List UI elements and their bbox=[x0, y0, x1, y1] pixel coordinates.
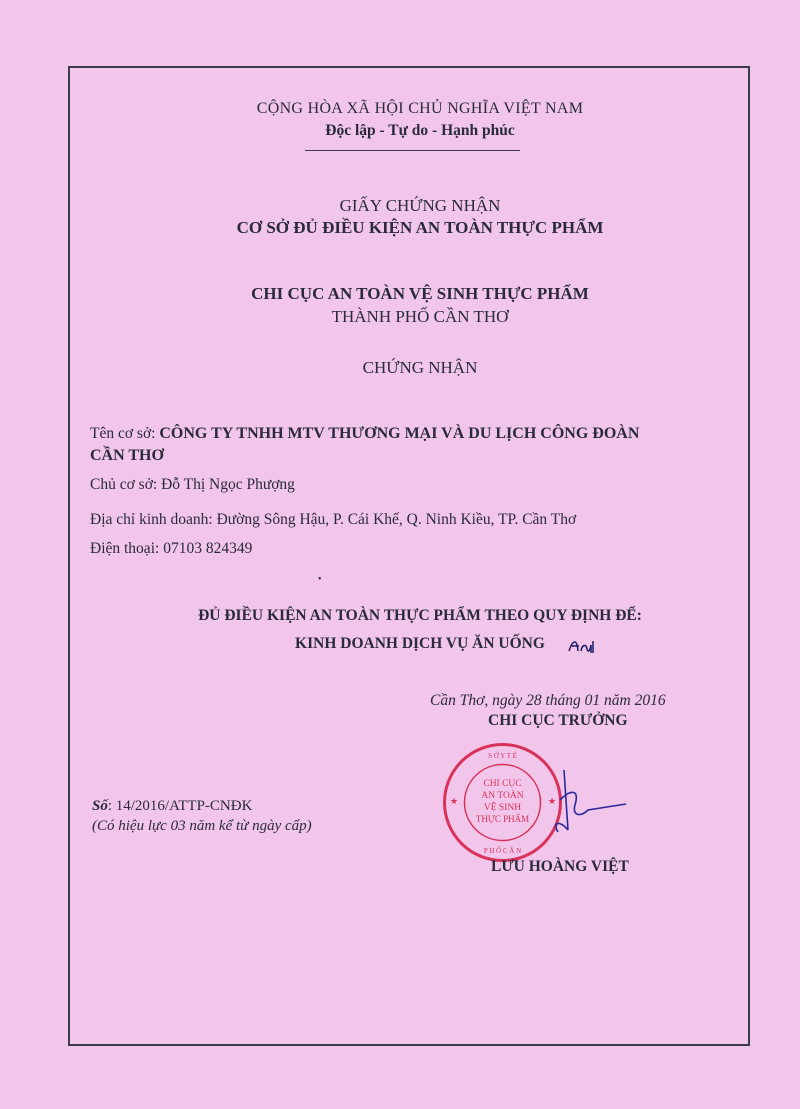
signatory-title: CHI CỤC TRƯỞNG bbox=[488, 712, 628, 729]
establishment-name-value: CÔNG TY TNHH MTV THƯƠNG MẠI VÀ DU LỊCH CÔNG ĐOÀN bbox=[159, 425, 640, 442]
national-motto: Độc lập - Tự do - Hạnh phúc bbox=[325, 122, 515, 139]
qualification-statement: ĐỦ ĐIỀU KIỆN AN TOÀN THỰC PHẨM THEO QUY ĐỊNH ĐỂ: bbox=[198, 607, 642, 624]
address-label: Địa chỉ kinh doanh: bbox=[90, 511, 217, 528]
svg-text:P H Ố C Ầ N: P H Ố C Ầ N bbox=[483, 847, 522, 855]
nation-heading: CỘNG HÒA XÃ HỘI CHỦ NGHĨA VIỆT NAM bbox=[256, 100, 584, 117]
phone-label: Điện thoại: bbox=[90, 540, 164, 557]
issuing-agency: CHI CỤC AN TOÀN VỆ SINH THỰC PHẨM bbox=[251, 284, 589, 303]
seal-line-4: THỰC PHẨM bbox=[475, 814, 530, 824]
signatory-name: LƯU HOÀNG VIỆT bbox=[491, 858, 629, 875]
seal-line-1: CHI CỤC bbox=[483, 779, 522, 789]
establishment-name-continuation: CẦN THƠ bbox=[90, 447, 164, 464]
owner-label: Chủ cơ sở: bbox=[90, 476, 162, 493]
certificate-number bbox=[92, 798, 252, 815]
handwritten-initials bbox=[567, 637, 597, 659]
issue-date: Cần Thơ, ngày 28 tháng 01 năm 2016 bbox=[430, 692, 666, 709]
svg-text:S Ở Y T Ế: S Ở Y T Ế bbox=[488, 752, 517, 760]
certificate-number-value: : 14/2016/ATTP-CNĐK bbox=[107, 798, 253, 814]
svg-text:★: ★ bbox=[548, 796, 557, 806]
certificate-title: GIẤY CHỨNG NHẬN bbox=[339, 196, 501, 215]
motto-underline bbox=[305, 150, 520, 151]
certificate-subtitle: CƠ SỞ ĐỦ ĐIỀU KIỆN AN TOÀN THỰC PHẨM bbox=[236, 218, 604, 237]
svg-text:★: ★ bbox=[450, 796, 459, 806]
owner-row bbox=[90, 476, 295, 494]
establishment-name-label: Tên cơ sở: bbox=[90, 425, 160, 442]
validity-note: (Có hiệu lực 03 năm kể từ ngày cấp) bbox=[92, 818, 312, 834]
phone-row bbox=[90, 540, 252, 558]
certificate-number-label: Số bbox=[92, 798, 108, 814]
issuing-agency-city: THÀNH PHỐ CẦN THƠ bbox=[331, 307, 509, 326]
business-activity: KINH DOANH DỊCH VỤ ĂN UỐNG bbox=[295, 635, 545, 652]
seal-line-2: AN TOÀN bbox=[481, 791, 524, 801]
seal-line-3: VỆ SINH bbox=[483, 803, 522, 813]
address-row bbox=[90, 511, 576, 529]
phone-value: 07103 824349 bbox=[163, 540, 253, 557]
owner-value: Đỗ Thị Ngọc Phượng bbox=[161, 476, 295, 493]
certify-heading: CHỨNG NHẬN bbox=[362, 358, 478, 377]
address-value: Đường Sông Hậu, P. Cái Khế, Q. Ninh Kiều, TP. Cần Thơ bbox=[216, 511, 577, 528]
stray-dot: • bbox=[318, 574, 322, 585]
establishment-name-row bbox=[90, 425, 639, 443]
handwritten-signature bbox=[540, 760, 630, 840]
